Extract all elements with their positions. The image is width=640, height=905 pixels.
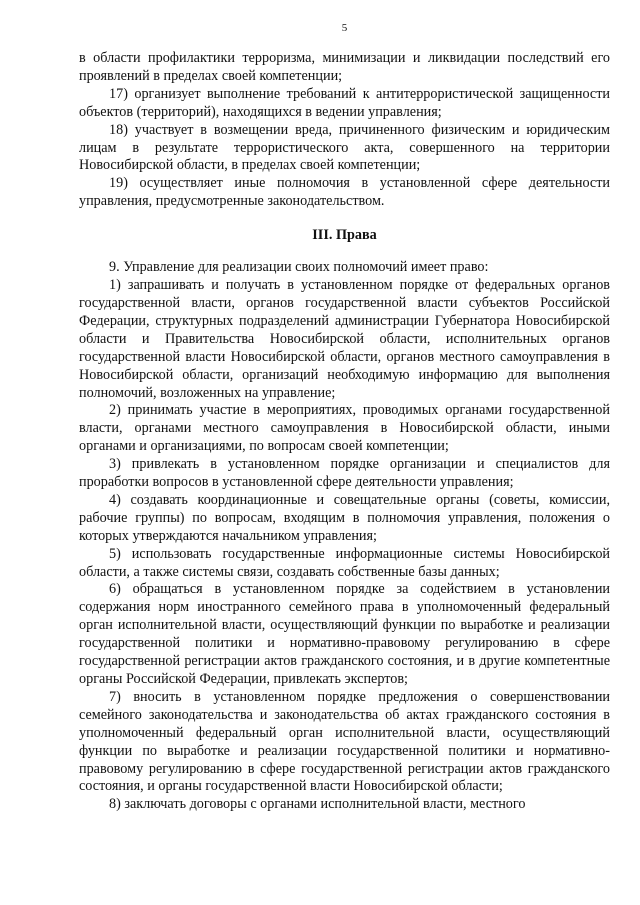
paragraph: 5) использовать государственные информационные системы Новосибирской области, а также системы связи, создавать собственные базы данных; bbox=[79, 545, 610, 580]
paragraph: 7) вносить в установленном порядке предложения о совершенствовании семейного законодательства и законодательства об актах гражданского состояния в уполномоченный федеральный орган исполнительной власти, осуществляющий функции по выработке и реализации государственной политики и нормативно-правовому регулированию в сфере государственной регистрации актов гражданского состояния, и органы государственной власти Новосибирской области; bbox=[79, 688, 610, 795]
paragraph: 6) обращаться в установленном порядке за содействием в установлении содержания норм иностранного семейного права в уполномоченный федеральный орган исполнительной власти, осуществляющий функции по выработке и реализации государственной политики и нормативно-правовому регулированию в сфере государственной регистрации актов гражданского состояния, и в другие компетентные органы Российской Федерации, привлекать экспертов; bbox=[79, 581, 610, 687]
paragraph: 1) запрашивать и получать в установленном порядке от федеральных органов государственной власти, органов государственной власти субъектов Российской Федерации, структурных подразделений администрации Губернатора Новосибирской области и Правительства Новосибирской области, исполнительных органов государственной власти Новосибирской области, органов местного самоуправления в Новосибирской области, организаций необходимую информацию для выполнения полномочий, возложенных на управление; bbox=[79, 277, 610, 401]
bottom-paragraphs bbox=[79, 259, 610, 814]
paragraph: 8) заключать договоры с органами исполнительной власти, местного bbox=[109, 796, 526, 813]
paragraph: 4) создавать координационные и совещательные органы (советы, комиссии, рабочие группы) по вопросам, входящим в полномочия управления, положения о которых утверждаются начальником управления; bbox=[79, 491, 610, 544]
section-heading: III. Права bbox=[312, 227, 377, 244]
paragraph: 2) принимать участие в мероприятиях, проводимых органами государственной власти, органами местного самоуправления в Новосибирской области, иными органами и организациями, по вопросам своей компетенции; bbox=[79, 402, 610, 455]
paragraph: 3) привлекать в установленном порядке организации и специалистов для проработки вопросов в установленной сфере деятельности управления; bbox=[79, 456, 610, 491]
paragraph: 17) организует выполнение требований к антитеррористической защищенности объектов (территорий), находящихся в ведении управления; bbox=[79, 85, 610, 120]
paragraph: 9. Управление для реализации своих полномочий имеет право: bbox=[109, 259, 489, 276]
paragraph: 18) участвует в возмещении вреда, причиненного физическим и юридическим лицам в результате террористического акта, совершенного на территории Новосибирской области, в пределах своей компетенции; bbox=[79, 121, 610, 174]
paragraph: в области профилактики терроризма, минимизации и ликвидации последствий его проявлений в пределах своей компетенции; bbox=[79, 50, 610, 84]
top-paragraphs bbox=[79, 50, 610, 211]
page-number: 5 bbox=[341, 22, 348, 34]
document-page bbox=[79, 22, 610, 814]
paragraph: 19) осуществляет иные полномочия в установленной сфере деятельности управления, предусмотренные законодательством. bbox=[79, 175, 610, 210]
